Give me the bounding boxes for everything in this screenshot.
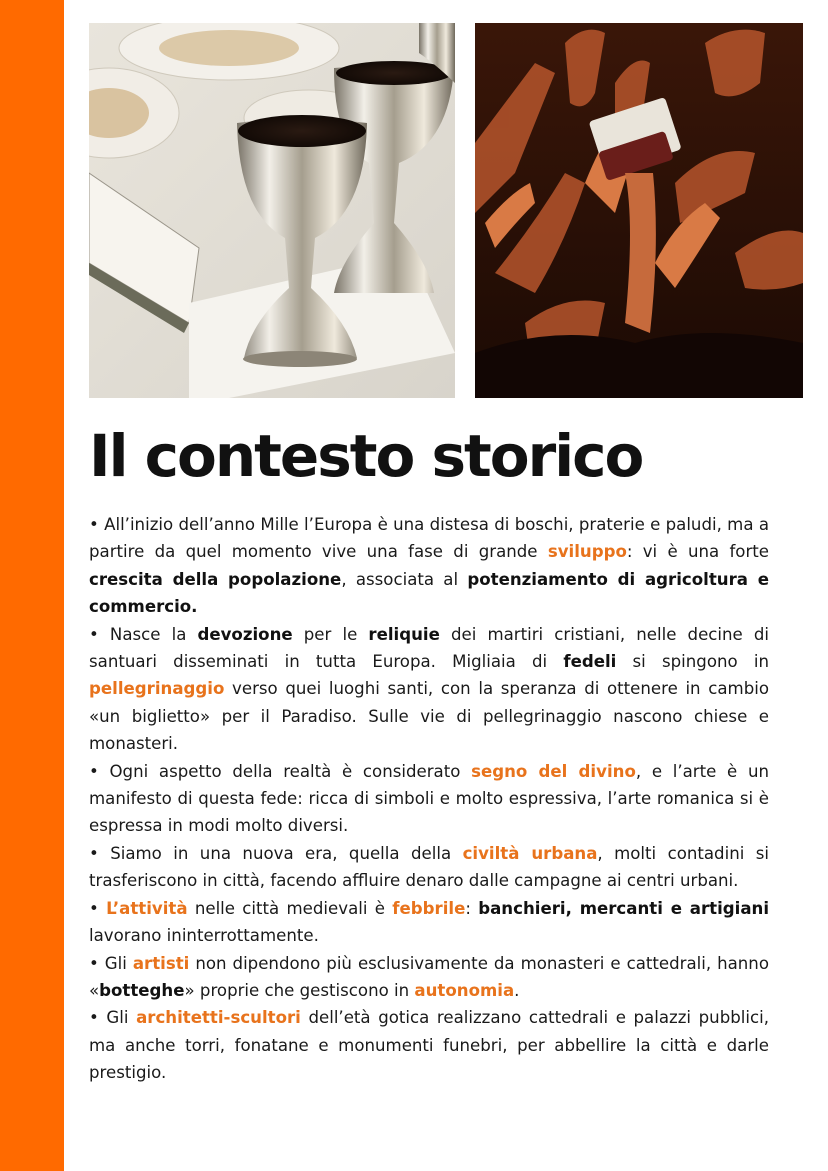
- bullet-paragraph-1: • All’inizio dell’anno Mille l’Europa è una distesa di boschi, praterie e paludi, ma a partire da quel momento vive una fase di grande sviluppo: vi è una forte crescita della popolazione, associata al potenziamento di agricoltura e commercio.: [89, 515, 769, 617]
- bullet-paragraph-4: • Siamo in una nuova era, quella della civiltà urbana, molti contadini si trasferiscono in città, facendo affluire denaro dalle campagne ai centri urbani.: [89, 843, 769, 891]
- crowd-illustration: [475, 23, 803, 398]
- bullet-paragraph-6: • Gli artisti non dipendono più esclusivamente da monasteri e cattedrali, hanno «botteghe» proprie che gestiscono in autonomia.: [89, 953, 769, 1000]
- page-title: Il contesto storico: [89, 422, 643, 490]
- body-text: [89, 511, 769, 1087]
- crowd-photo: [475, 23, 803, 398]
- chalices-illustration: [89, 23, 455, 398]
- chalices-photo: [89, 23, 455, 398]
- bullet-paragraph-2: • Nasce la devozione per le reliquie dei martiri cristiani, nelle decine di santuari disseminati in tutta Europa. Migliaia di fedeli si spingono in pellegrinaggio verso quei luoghi santi, con la speranza di ottenere in cambio «un biglietto» per il Paradiso. Sulle vie di pellegrinaggio nascono chiese e monasteri.: [89, 624, 770, 754]
- bullet-paragraph-3: • Ogni aspetto della realtà è considerato segno del divino, e l’arte è un manifesto di questa fede: ricca di simboli e molto espressiva, l’arte romanica si è espressa in modi molto diversi.: [89, 761, 769, 836]
- bullet-paragraph-7: • Gli architetti-scultori dell’età gotica realizzano cattedrali e palazzi pubblici, ma anche torri, fonatane e monumenti funebri, per abbellire la città e darle prestigio.: [89, 1008, 769, 1083]
- bullet-paragraph-5: • L’attività nelle città medievali è febbrile: banchieri, mercanti e artigiani lavorano ininterrottamente.: [89, 898, 770, 946]
- orange-sidebar-bar: [0, 0, 64, 1171]
